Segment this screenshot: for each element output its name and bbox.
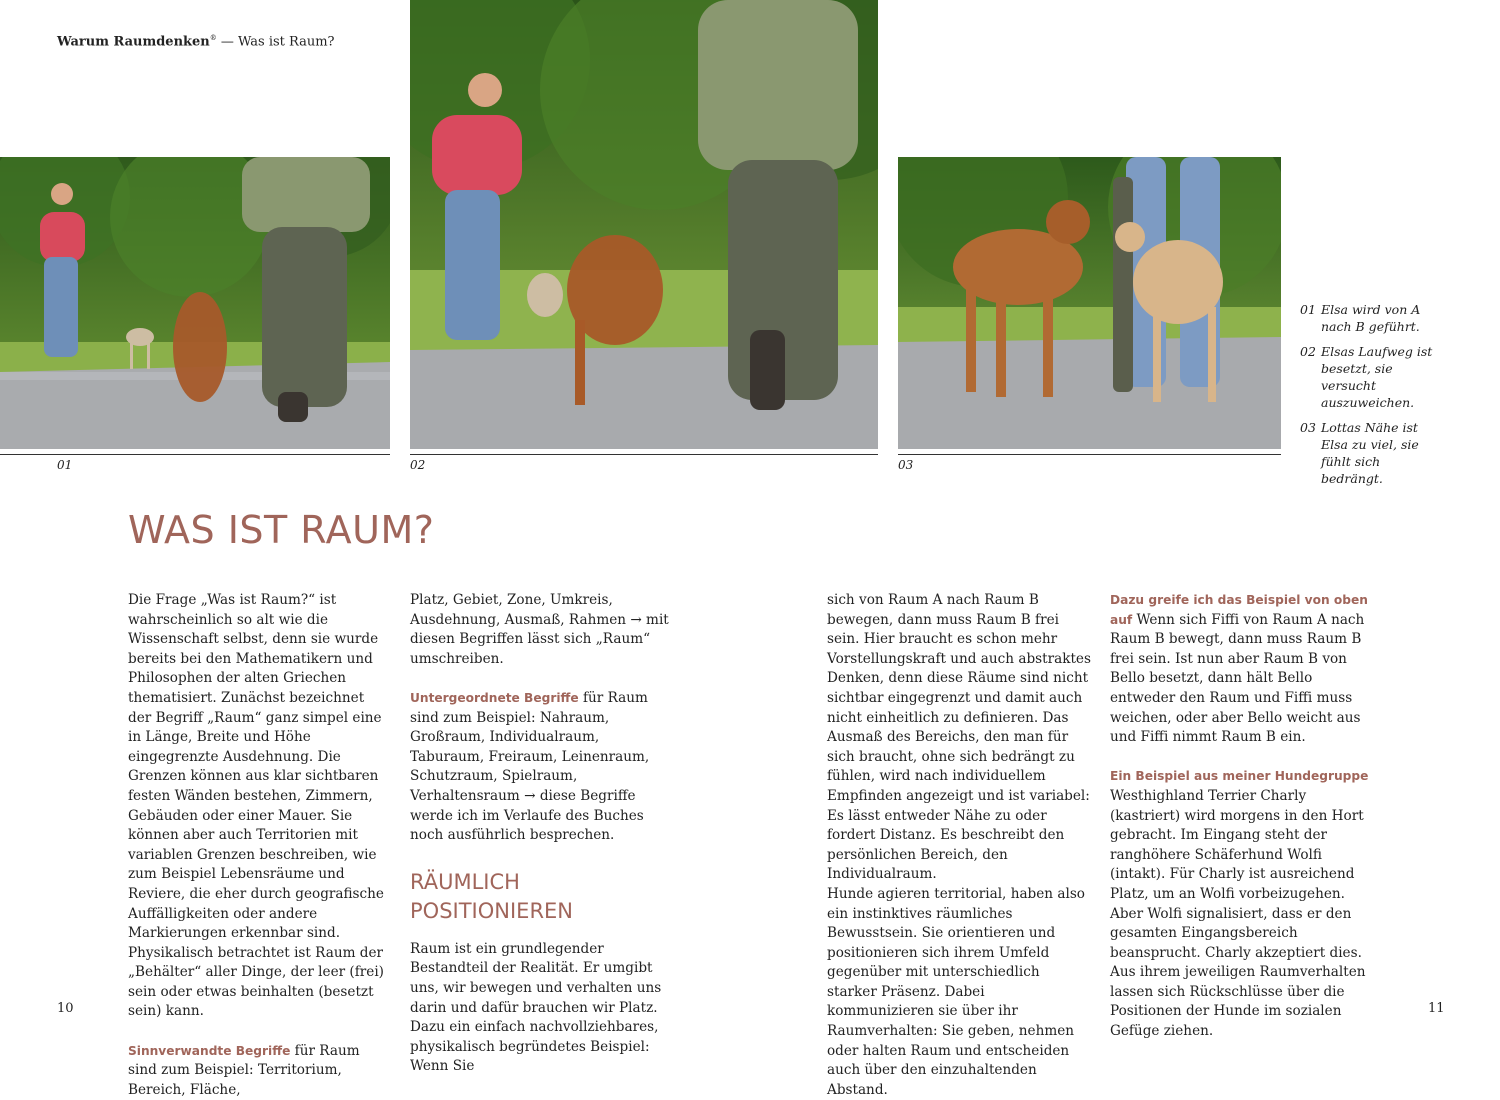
running-header	[57, 34, 335, 49]
paragraph: Raum ist ein grundlegender Bestandteil der Realität. Er umgibt uns, wir bewegen und verhalten uns darin und dafür brauchen wir Platz. Dazu ein einfach nachvollziehbares, physikalisch begründetes Beispiel: Wenn Sie	[410, 940, 662, 1075]
section-heading-line: RÄUMLICH	[410, 869, 520, 894]
paragraph	[1110, 591, 1372, 748]
paragraph-lead: Sinnverwandte Begriffe	[128, 1043, 291, 1058]
caption-number: 03	[1300, 420, 1316, 435]
paragraph	[128, 1042, 385, 1100]
text-column-3	[827, 591, 1092, 1100]
caption-03	[1300, 419, 1440, 487]
caption-text: Lottas Nähe ist Elsa zu viel, sie fühlt sich bedrängt.	[1321, 420, 1419, 486]
paragraph-text: für Raum sind zum Beispiel: Territorium, Bereich, Fläche,	[128, 1042, 360, 1098]
paragraph-lead: Ein Beispiel aus meiner Hundegruppe	[1110, 769, 1369, 784]
paragraph-text: Westhighland Terrier Charly (kastriert) wird morgens in den Hort gebracht. Im Eingang steht der ranghöhere Schäferhund Wolfi (intakt). Für Charly ist ausreichend Platz, um an Wolfi vorbeizugehen. Aber Wolfi signalisiert, dass er den gesamten Eingangsbereich beansprucht. Charly akzeptiert dies. Aus ihrem jeweiligen Raumverhalten lassen sich Rückschlüsse über die Positionen der Hunde im sozialen Gefüge ziehen.	[1110, 787, 1366, 1040]
text-column-2	[410, 591, 675, 1077]
paragraph: Hunde agieren territorial, haben also ein instinktives räumliches Bewusstsein. Sie orientieren und positionieren sich ihrem Umfeld gegenüber mit unterschiedlich starker Präsenz. Dabei kommunizieren sie über ihr Raumverhalten: Sie geben, nehmen oder halten Raum und entscheiden auch über den einzuhaltenden Abstand.	[827, 885, 1085, 1098]
header-dash: —	[220, 34, 234, 50]
header-book-title: Warum Raumdenken	[57, 34, 210, 50]
paragraph-text: Wenn sich Fiffi von Raum A nach Raum B bewegt, dann muss Raum B frei sein. Ist nun aber Raum B von Bello besetzt, dann hält Bello entweder den Raum und Fiffi muss weichen, oder aber Bello weicht aus und Fiffi nimmt Raum B ein.	[1110, 611, 1365, 746]
page-number-left: 10	[57, 1001, 74, 1016]
caption-02	[1300, 343, 1440, 411]
photo-03	[898, 157, 1281, 449]
paragraph: Platz, Gebiet, Zone, Umkreis, Ausdehnung, Ausmaß, Rahmen → mit diesen Begriffen lässt sich „Raum“ umschreiben.	[410, 592, 669, 667]
photo-01-rule	[0, 454, 390, 455]
caption-number: 02	[1300, 344, 1316, 359]
paragraph	[410, 689, 675, 846]
page-number-right: 11	[1428, 1001, 1445, 1016]
caption-text: Elsa wird von A nach B geführt.	[1321, 302, 1421, 334]
caption-01	[1300, 301, 1440, 335]
photo-01	[0, 157, 390, 449]
figure-number-03: 03	[898, 458, 914, 472]
paragraph-text: für Raum sind zum Beispiel: Nahraum, Großraum, Individualraum, Taburaum, Freiraum, Leinenraum, Schutzraum, Spielraum, Verhaltensraum → diese Begriffe werde ich im Verlaufe des Buches noch ausführlich besprechen.	[410, 689, 650, 844]
photo-03-rule	[898, 454, 1281, 455]
section-heading-line: POSITIONIEREN	[410, 898, 574, 923]
paragraph: Die Frage „Was ist Raum?“ ist wahrscheinlich so alt wie die Wissenschaft selbst, denn sie wurde bereits bei den Mathematikern und Philosophen der alten Griechen thematisiert. Zunächst bezeichnet der Begriff „Raum“ ganz simpel eine in Länge, Breite und Höhe eingegrenzte Ausdehnung. Die Grenzen können aus klar sichtbaren festen Wänden bestehen, Zimmern, Gebäuden oder einer Mauer. Sie können aber auch Territorien mit variablen Grenzen beschreiben, wie zum Beispiel Lebensräume und Reviere, die eher durch geografische Auffälligkeiten oder andere Markierungen erkennbar sind. Physikalisch betrachtet ist Raum der „Behälter“ aller Dinge, der leer (frei) sein oder etwas beinhalten (besetzt sein) kann.	[128, 592, 384, 1020]
chapter-title: WAS IST RAUM?	[128, 508, 435, 552]
figure-captions	[1300, 301, 1440, 495]
paragraph-lead: Untergeordnete Begriffe	[410, 690, 579, 705]
header-section: Was ist Raum?	[238, 34, 335, 50]
paragraph: sich von Raum A nach Raum B bewegen, dann muss Raum B frei sein. Hier braucht es schon mehr Vorstellungskraft und auch abstraktes Denken, denn diese Räume sind nicht sichtbar eingegrenzt und damit auch nicht einheitlich zu definieren. Das Ausmaß des Bereichs, den man für sich braucht, ohne sich bedrängt zu fühlen, wird nach individuellem Empfinden angezeigt und ist variabel: Es lässt entweder Nähe zu oder fordert Distanz. Es beschreibt den persönlichen Bereich, den Individualraum.	[827, 592, 1091, 883]
text-column-4	[1110, 591, 1372, 1042]
figure-number-02: 02	[410, 458, 426, 472]
photo-02-rule	[410, 454, 878, 455]
caption-number: 01	[1300, 302, 1316, 317]
photo-02	[410, 0, 878, 449]
section-heading	[410, 868, 675, 926]
text-column-1	[128, 591, 385, 1100]
paragraph-lead: Dazu greife ich das Beispiel von oben auf	[1110, 593, 1368, 627]
header-registered-mark: ®	[209, 34, 217, 42]
caption-text: Elsas Laufweg ist besetzt, sie versucht auszuweichen.	[1321, 344, 1433, 410]
paragraph	[1110, 767, 1372, 1041]
figure-number-01: 01	[57, 458, 73, 472]
